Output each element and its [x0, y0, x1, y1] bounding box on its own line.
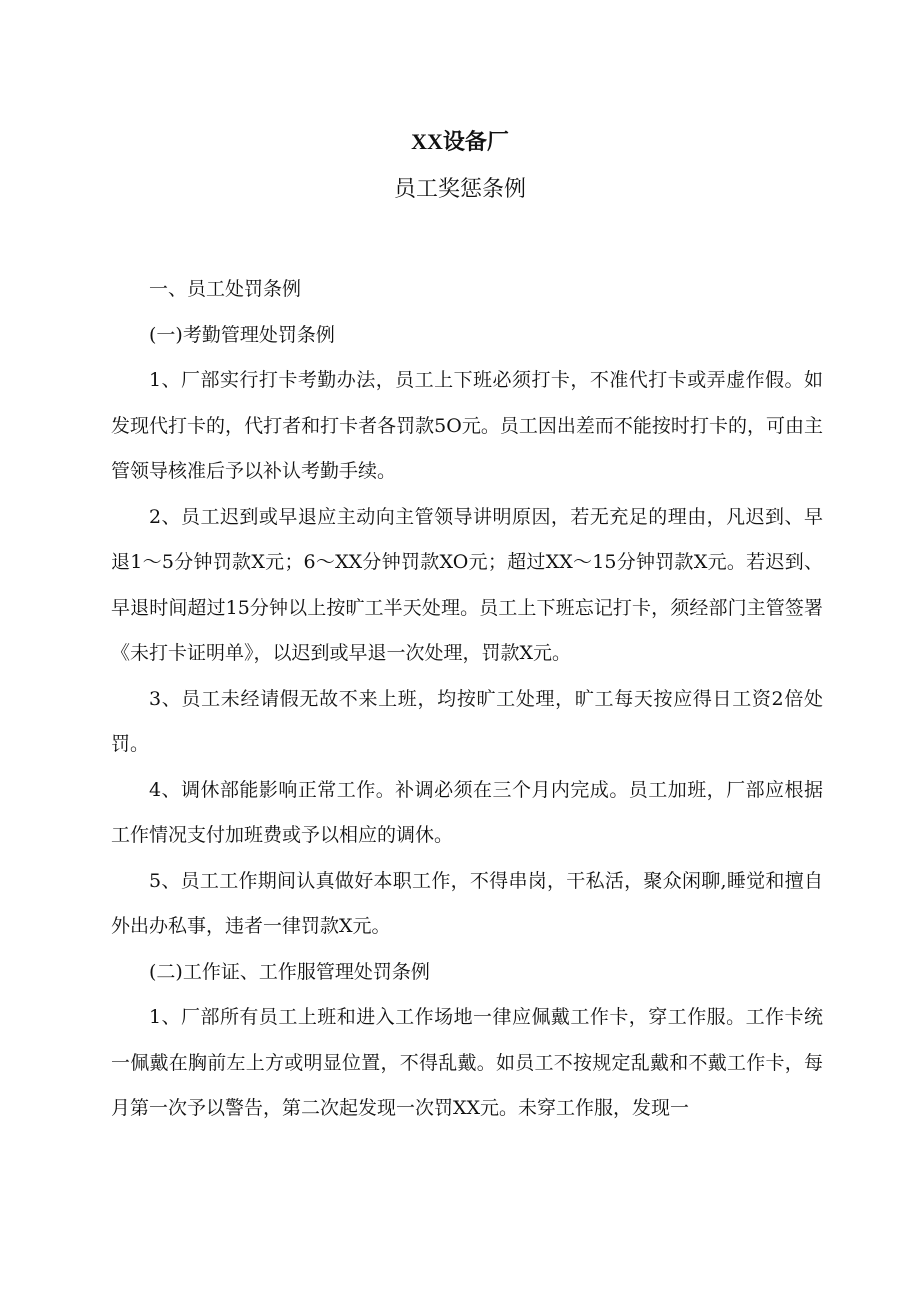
paragraph-1-2: 2、员工迟到或早退应主动向主管领导讲明原因，若无充足的理由，凡迟到、早退1～5分钟罚款X元；6～XX分钟罚款XO元；超过XX～15分钟罚款X元。若迟到、早退时间超过15分钟以上按旷工半天处理。员工上下班忘记打卡，须经部门主管签署《未打卡证明单》，以迟到或早退一次处理，罚款X元。 — [111, 505, 823, 664]
paragraph-1-1: 1、厂部实行打卡考勤办法，员工上下班必须打卡，不准代打卡或弄虚作假。如发现代打卡的，代打者和打卡者各罚款5O元。员工因出差而不能按时打卡的，可由主管领导核准后予以补认考勤手续。 — [111, 369, 823, 482]
section-heading-1: 一、员工处罚条例 — [149, 278, 302, 300]
title-rest: 设备厂 — [442, 129, 509, 155]
subsection-heading-1: (一)考勤管理处罚条例 — [149, 323, 335, 346]
title-prefix: XX — [411, 129, 443, 154]
paragraph-1-4: 4、调休部能影响正常工作。补调必须在三个月内完成。员工加班，厂部应根据工作情况支付加班费或予以相应的调休。 — [111, 778, 823, 846]
document-title — [0, 127, 920, 157]
paragraph-1-3: 3、员工未经请假无故不来上班，均按旷工处理，旷工每天按应得日工资2倍处罚。 — [111, 687, 823, 755]
document-body — [111, 267, 823, 1132]
paragraph-2-1: 1、厂部所有员工上班和进入工作场地一律应佩戴工作卡，穿工作服。工作卡统一佩戴在胸前左上方或明显位置，不得乱戴。如员工不按规定乱戴和不戴工作卡，每月第一次予以警告，第二次起发现一次罚XX元。未穿工作服，发现一 — [111, 1006, 823, 1119]
document-subtitle: 员工奖惩条例 — [393, 177, 526, 202]
paragraph-1-5: 5、员工工作期间认真做好本职工作，不得串岗，干私活，聚众闲聊,睡觉和擅自外出办私事，违者一律罚款X元。 — [111, 869, 823, 937]
subsection-heading-2: (二)工作证、工作服管理处罚条例 — [149, 960, 430, 983]
